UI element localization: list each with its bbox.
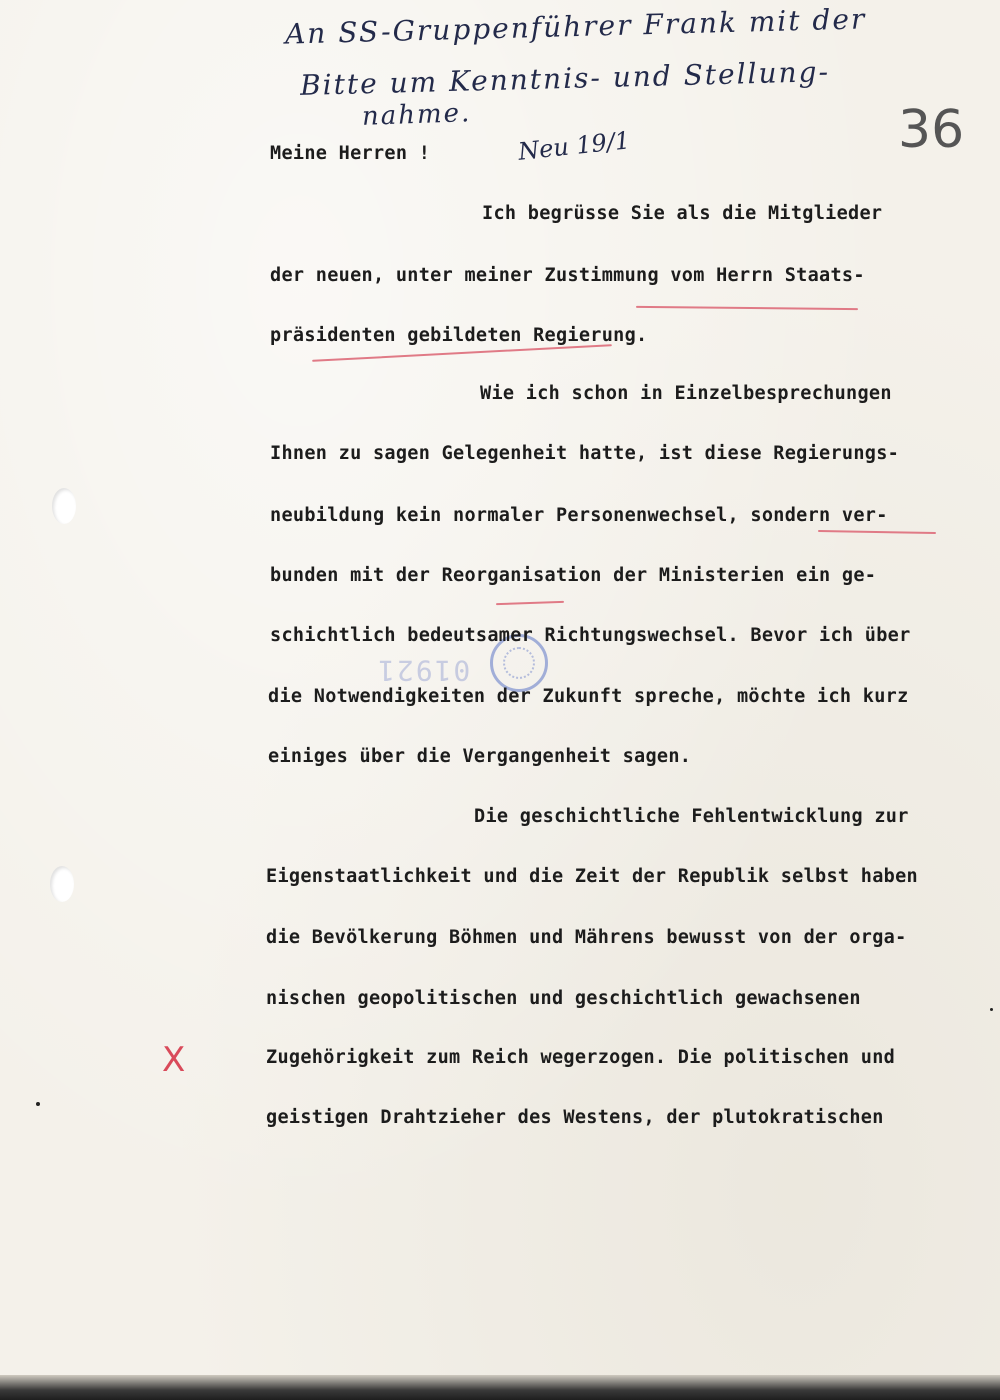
letter-line: Wie ich schon in Einzelbesprechungen xyxy=(480,383,892,404)
ink-speck xyxy=(36,1102,40,1106)
handwritten-note-line-1: An SS-Gruppenführer Frank mit der xyxy=(284,2,867,51)
red-underline xyxy=(636,306,858,310)
letter-line: Zugehörigkeit zum Reich wegerzogen. Die politischen und xyxy=(266,1047,896,1068)
handwritten-note-line-2: Bitte um Kenntnis- und Stellung- xyxy=(299,55,831,102)
punch-hole-bottom xyxy=(50,866,74,902)
letter-line: Ich begrüsse Sie als die Mitglieder xyxy=(482,203,883,224)
letter-line: Die geschichtliche Fehlentwicklung zur xyxy=(474,806,909,827)
letter-line: schichtlich bedeutsamer Richtungswechsel. Bevor ich über xyxy=(270,625,911,646)
punch-hole-top xyxy=(52,488,76,524)
letter-line: Ihnen zu sagen Gelegenheit hatte, ist diese Regierungs- xyxy=(270,443,900,464)
archive-stamp-number: 01921 xyxy=(376,654,471,687)
red-underline xyxy=(496,601,564,605)
letter-line: einiges über die Vergangenheit sagen. xyxy=(268,746,692,767)
margin-mark: X xyxy=(162,1040,186,1080)
letter-line: präsidenten gebildeten Regierung. xyxy=(270,325,648,346)
salutation: Meine Herren ! xyxy=(270,143,431,164)
letter-line: die Notwendigkeiten der Zukunft spreche, möchte ich kurz xyxy=(268,686,909,707)
letter-line: der neuen, unter meiner Zustimmung vom Herrn Staats- xyxy=(270,265,865,286)
handwritten-page-number: 36 xyxy=(898,100,965,160)
handwritten-note-line-3: nahme. xyxy=(361,98,472,132)
letter-line: Eigenstaatlichkeit und die Zeit der Republik selbst haben xyxy=(266,866,918,887)
letter-line: neubildung kein normaler Personenwechsel, sondern ver- xyxy=(270,505,888,526)
scan-edge xyxy=(0,1375,1000,1400)
red-underline xyxy=(312,344,612,362)
ink-speck xyxy=(990,1008,993,1011)
handwritten-signature: Neu 19/1 xyxy=(516,126,632,166)
letter-line: bunden mit der Reorganisation der Ministerien ein ge- xyxy=(270,565,877,586)
letter-line: geistigen Drahtzieher des Westens, der plutokratischen xyxy=(266,1107,884,1128)
red-underline xyxy=(818,530,936,534)
letter-line: nischen geopolitischen und geschichtlich gewachsenen xyxy=(266,988,861,1009)
letter-line: die Bevölkerung Böhmen und Mährens bewusst von der orga- xyxy=(266,927,907,948)
